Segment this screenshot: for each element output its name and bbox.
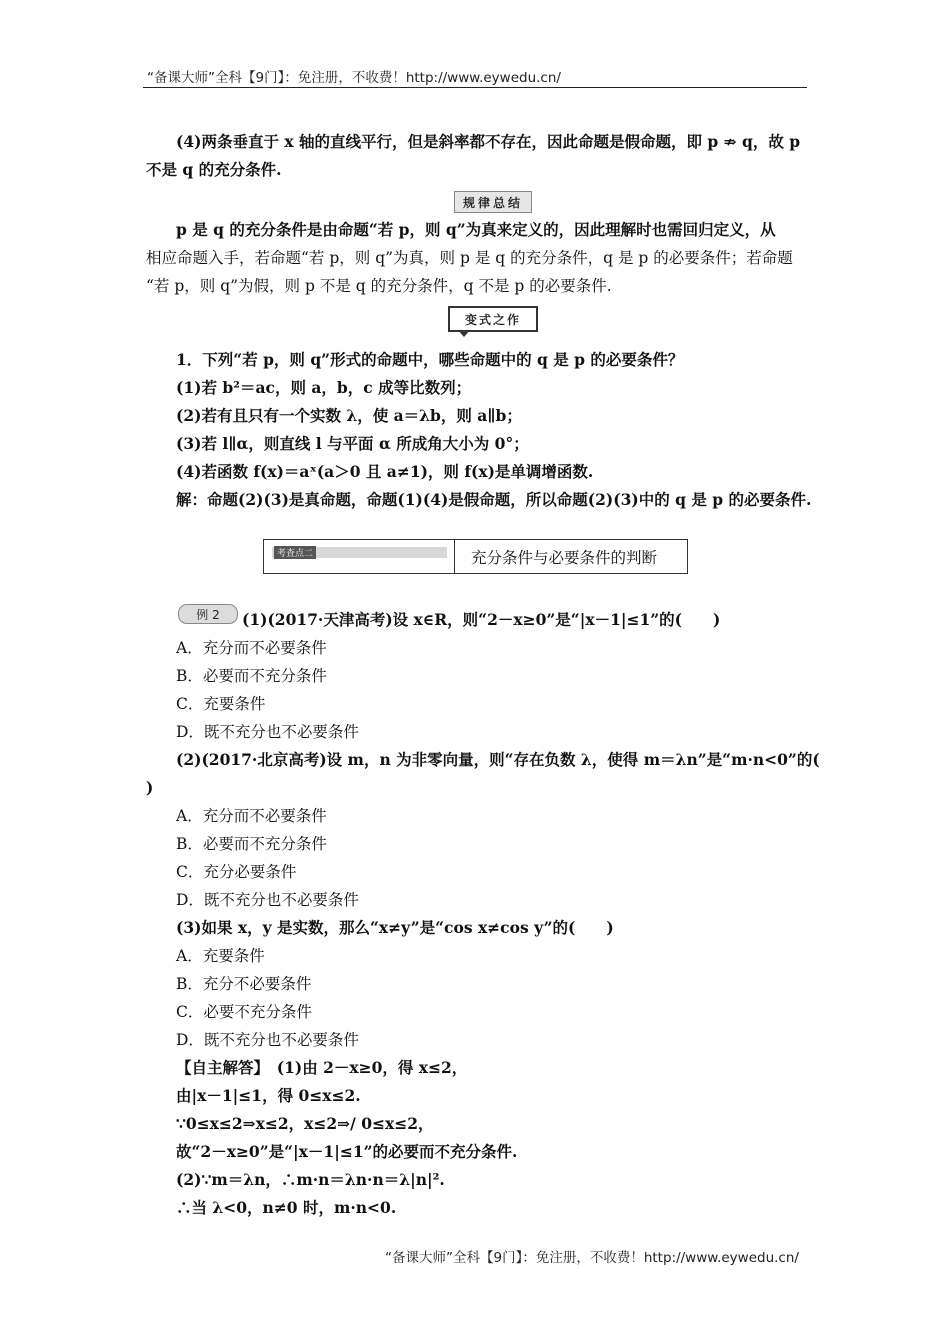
- answer-line6: ∴当 λ<0，n≠0 时，m·n<0.: [176, 1198, 397, 1217]
- q1-option-c: C．充要条件: [176, 695, 266, 713]
- q2-option-b: B．必要而不充分条件: [176, 835, 327, 853]
- q2-option-c: C．充分必要条件: [176, 863, 297, 881]
- summary-line1: p 是 q 的充分条件是由命题“若 p，则 q”为真来定义的，因此理解时也需回归定义，从: [176, 220, 776, 239]
- example-q1: (1)(2017·天津高考)设 x∈R，则“2－x≥0”是“|x－1|≤1”的( ): [242, 610, 721, 629]
- section-badge-cell: [264, 540, 455, 573]
- q1-option-b: B．必要而不充分条件: [176, 667, 327, 685]
- section-badge-bar: [272, 547, 447, 558]
- section-badge: 考查点二: [274, 546, 316, 559]
- variant-item3: (3)若 l∥α，则直线 l 与平面 α 所成角大小为 0°；: [176, 434, 529, 453]
- answer-line2: 由|x－1|≤1，得 0≤x≤2.: [176, 1086, 361, 1105]
- para4-line2: 不是 q 的充分条件.: [146, 160, 282, 179]
- summary-tag: 规律总结: [454, 191, 532, 213]
- example-q3: (3)如果 x，y 是实数，那么“x≠y”是“cos x≠cos y”的( ): [176, 918, 614, 937]
- variant-item1: (1)若 b²＝ac，则 a，b，c 成等比数列；: [176, 378, 472, 397]
- section-title: 充分条件与必要条件的判断: [471, 548, 658, 567]
- q2-option-a: A．充分而不必要条件: [176, 807, 327, 825]
- variant-tag: 变式之作: [448, 306, 538, 332]
- example-q2: (2)(2017·北京高考)设 m，n 为非零向量，则“存在负数 λ，使得 m＝λn”是“m·n<0”的(: [176, 750, 820, 769]
- answer-line1: 【自主解答】 (1)由 2－x≥0，得 x≤2，: [176, 1058, 468, 1077]
- example-q2-tail: ): [146, 778, 154, 797]
- q1-option-a: A．充分而不必要条件: [176, 639, 327, 657]
- answer-line5: (2)∵m＝λn，∴m·n＝λn·n＝λ|n|².: [176, 1170, 445, 1189]
- header-divider: [143, 87, 807, 88]
- variant-item2: (2)若有且只有一个实数 λ，使 a＝λb，则 a∥b；: [176, 406, 522, 425]
- q1-option-d: D．既不充分也不必要条件: [176, 723, 359, 741]
- page-header: “备课大师”全科【9门】：免注册，不收费！http://www.eywedu.cn/: [147, 70, 561, 86]
- answer-line4: 故“2－x≥0”是“|x－1|≤1”的必要而不充分条件.: [176, 1142, 518, 1161]
- q3-option-d: D．既不充分也不必要条件: [176, 1031, 359, 1049]
- para4-line1: (4)两条垂直于 x 轴的直线平行，但是斜率都不存在，因此命题是假命题，即 p ⇏ q，故 p: [176, 132, 801, 151]
- answer-line3: ∵0≤x≤2⇒x≤2，x≤2⇒/ 0≤x≤2，: [176, 1114, 434, 1133]
- q3-option-c: C．必要不充分条件: [176, 1003, 312, 1021]
- q3-option-b: B．充分不必要条件: [176, 975, 312, 993]
- variant-solution: 解：命题(2)(3)是真命题，命题(1)(4)是假命题，所以命题(2)(3)中的 q 是 p 的必要条件.: [176, 490, 812, 509]
- q3-option-a: A．充要条件: [176, 947, 265, 965]
- q2-option-d: D．既不充分也不必要条件: [176, 891, 359, 909]
- summary-line3: “若 p，则 q”为假，则 p 不是 q 的充分条件，q 不是 p 的必要条件.: [146, 277, 612, 295]
- summary-line2: 相应命题入手，若命题“若 p，则 q”为真，则 p 是 q 的充分条件，q 是 p 的必要条件；若命题: [146, 249, 793, 267]
- example-badge: 例 2: [178, 604, 238, 624]
- page-footer: “备课大师”全科【9门】：免注册，不收费！http://www.eywedu.cn/: [385, 1250, 799, 1266]
- section-header-box: [263, 539, 688, 574]
- variant-q: 1．下列“若 p，则 q”形式的命题中，哪些命题中的 q 是 p 的必要条件？: [176, 350, 684, 369]
- variant-item4: (4)若函数 f(x)＝aˣ(a＞0 且 a≠1)，则 f(x)是单调增函数.: [176, 462, 594, 481]
